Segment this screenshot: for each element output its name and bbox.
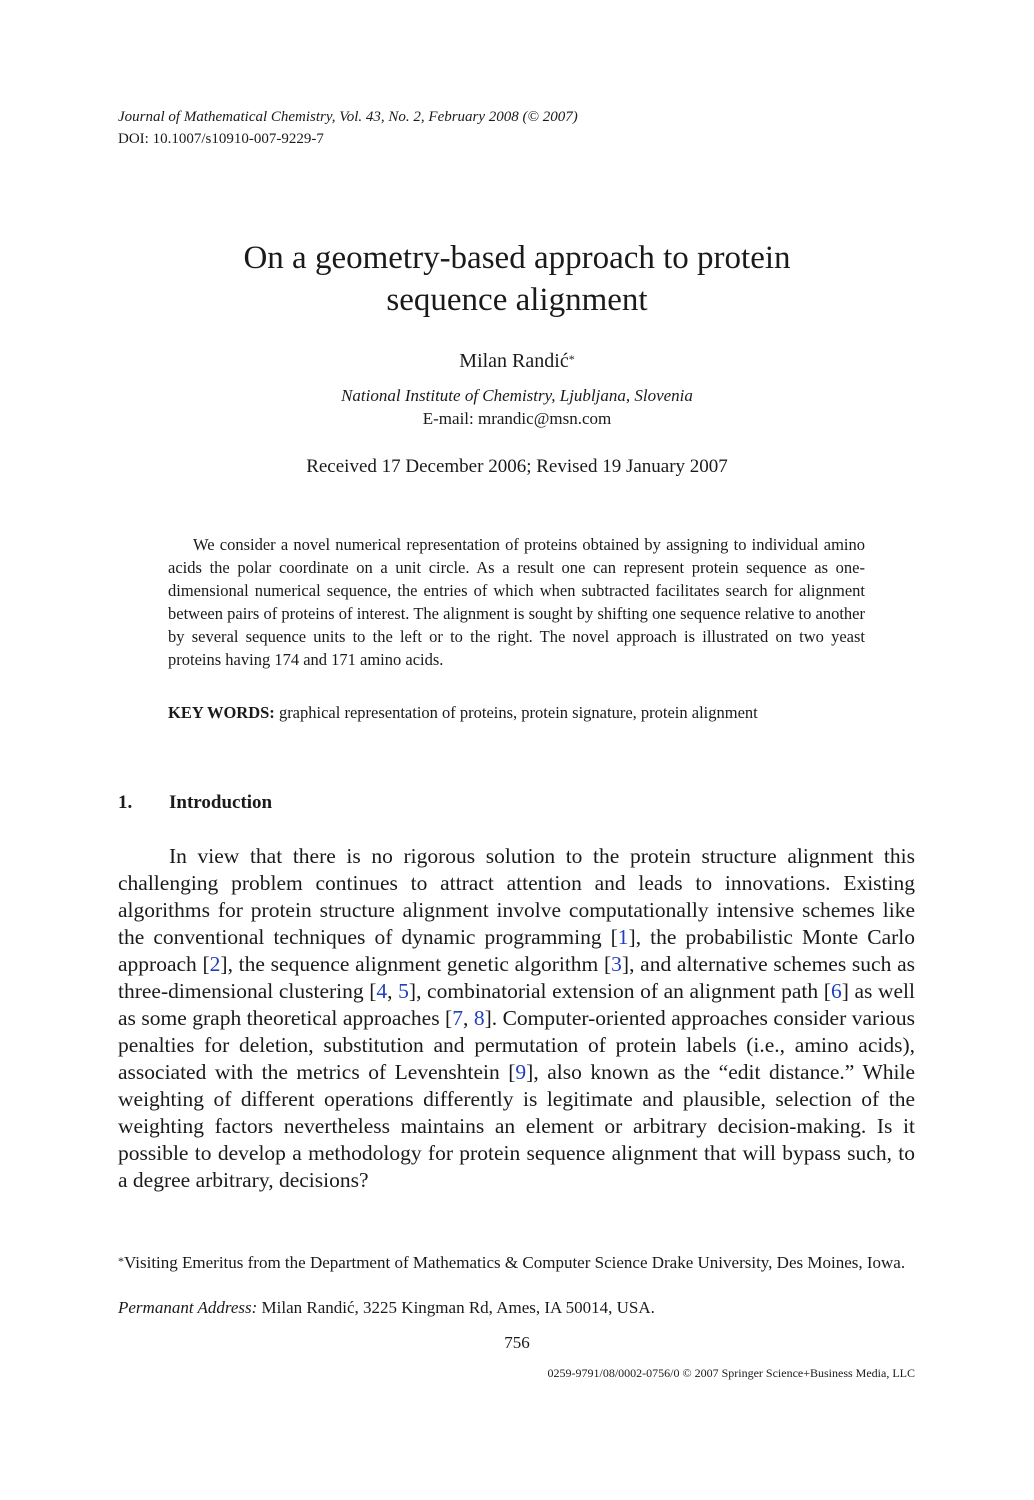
body-text-segment: In view that there is no rigorous solution to the protein structure alignment this challenging problem continues to attract attention and leads to innovations. Existing algorithms for protein structure alignment involve computationally intensive schemes like the conventional techniques of dynamic programming [ [118, 844, 915, 949]
footnote-address-label: Permanant Address: [118, 1298, 258, 1317]
body-text-segment: , [387, 979, 399, 1003]
reference-link[interactable]: 6 [830, 979, 842, 1003]
received-dates: Received 17 December 2006; Revised 19 January 2007 [306, 456, 728, 477]
body-text-segment: ], the sequence alignment genetic algorithm [ [220, 952, 612, 976]
body-text-segment: ] as well as some graph theoretical approaches [ [118, 979, 916, 1030]
footnote-visiting [118, 1252, 915, 1274]
author-email[interactable]: E-mail: mrandic@msn.com [422, 409, 612, 428]
paper-title [150, 237, 884, 321]
reference-link[interactable]: 4 [376, 979, 388, 1003]
page-number: 756 [504, 1333, 530, 1352]
footnote-address [118, 1297, 915, 1319]
body-text-segment: ], the probabilistic Monte Carlo approach [ [118, 925, 915, 976]
body-text-segment: ], and alternative schemes such as three-dimensional clustering [ [118, 952, 915, 1003]
author-line [0, 348, 1034, 374]
paper-title-line-1: On a geometry-based approach to protein [243, 240, 791, 276]
body-text-segment: ]. Computer-oriented approaches consider various penalties for deletion, substitution and permutation of protein labels (i.e., amino acids), associated with the metrics of Levenshtein [ [118, 1006, 916, 1084]
keywords-list: graphical representation of proteins, protein signature, protein alignment [274, 703, 758, 722]
section-number: 1. [118, 792, 133, 813]
author-name: Milan Randić [459, 350, 569, 372]
section-heading [118, 790, 272, 816]
introduction-paragraph [118, 843, 915, 1194]
keywords [168, 701, 865, 724]
body-text-segment: ], also known as the “edit distance.” While weighting of different operations differently is legitimate and plausible, selection of the weighting factors nevertheless maintains an element or arbitrary decision-making. Is it possible to develop a methodology for protein sequence alignment that will bypass such, to a degree arbitrary, decisions? [118, 1060, 915, 1192]
paper-title-line-2: sequence alignment [386, 282, 648, 318]
footnote-address-text: Milan Randić, 3225 Kingman Rd, Ames, IA 50014, USA. [257, 1298, 655, 1317]
journal-citation: Journal of Mathematical Chemistry, Vol. 43, No. 2, February 2008 (© 2007) [118, 109, 578, 125]
author-affiliation: National Institute of Chemistry, Ljubljana, Slovenia [341, 386, 693, 405]
reference-link[interactable]: 3 [611, 952, 622, 976]
keywords-label: KEY WORDS: [168, 703, 275, 722]
reference-link[interactable]: 2 [209, 952, 221, 976]
section-title: Introduction [169, 792, 273, 813]
body-text-segment: ], combinatorial extension of an alignment path [ [408, 979, 831, 1003]
reference-link[interactable]: 1 [617, 925, 629, 949]
copyright-line: 0259-9791/08/0002-0756/0 © 2007 Springer Science+Business Media, LLC [547, 1366, 915, 1380]
author-footnote-mark[interactable]: * [568, 352, 575, 366]
reference-link[interactable]: 7 [452, 1006, 463, 1030]
body-text-segment: , [462, 1006, 474, 1030]
footnote-visiting-text: Visiting Emeritus from the Department of Mathematics & Computer Science Drake University, Des Moines, Iowa. [124, 1253, 906, 1272]
reference-link[interactable]: 8 [473, 1006, 485, 1030]
reference-link[interactable]: 5 [398, 979, 409, 1003]
abstract: We consider a novel numerical representation of proteins obtained by assigning to individual amino acids the polar coordinate on a unit circle. As a result one can represent protein sequence as one-dimensional numerical sequence, the entries of which when subtracted facilitates search for alignment between pairs of proteins of interest. The alignment is sought by shifting one sequence relative to another by several sequence units to the left or to the right. The novel approach is illustrated on two yeast proteins having 174 and 171 amino acids. [168, 535, 865, 669]
footnote-mark: * [118, 1254, 124, 1268]
doi: DOI: 10.1007/s10910-007-9229-7 [118, 131, 324, 147]
reference-link[interactable]: 9 [515, 1060, 527, 1084]
